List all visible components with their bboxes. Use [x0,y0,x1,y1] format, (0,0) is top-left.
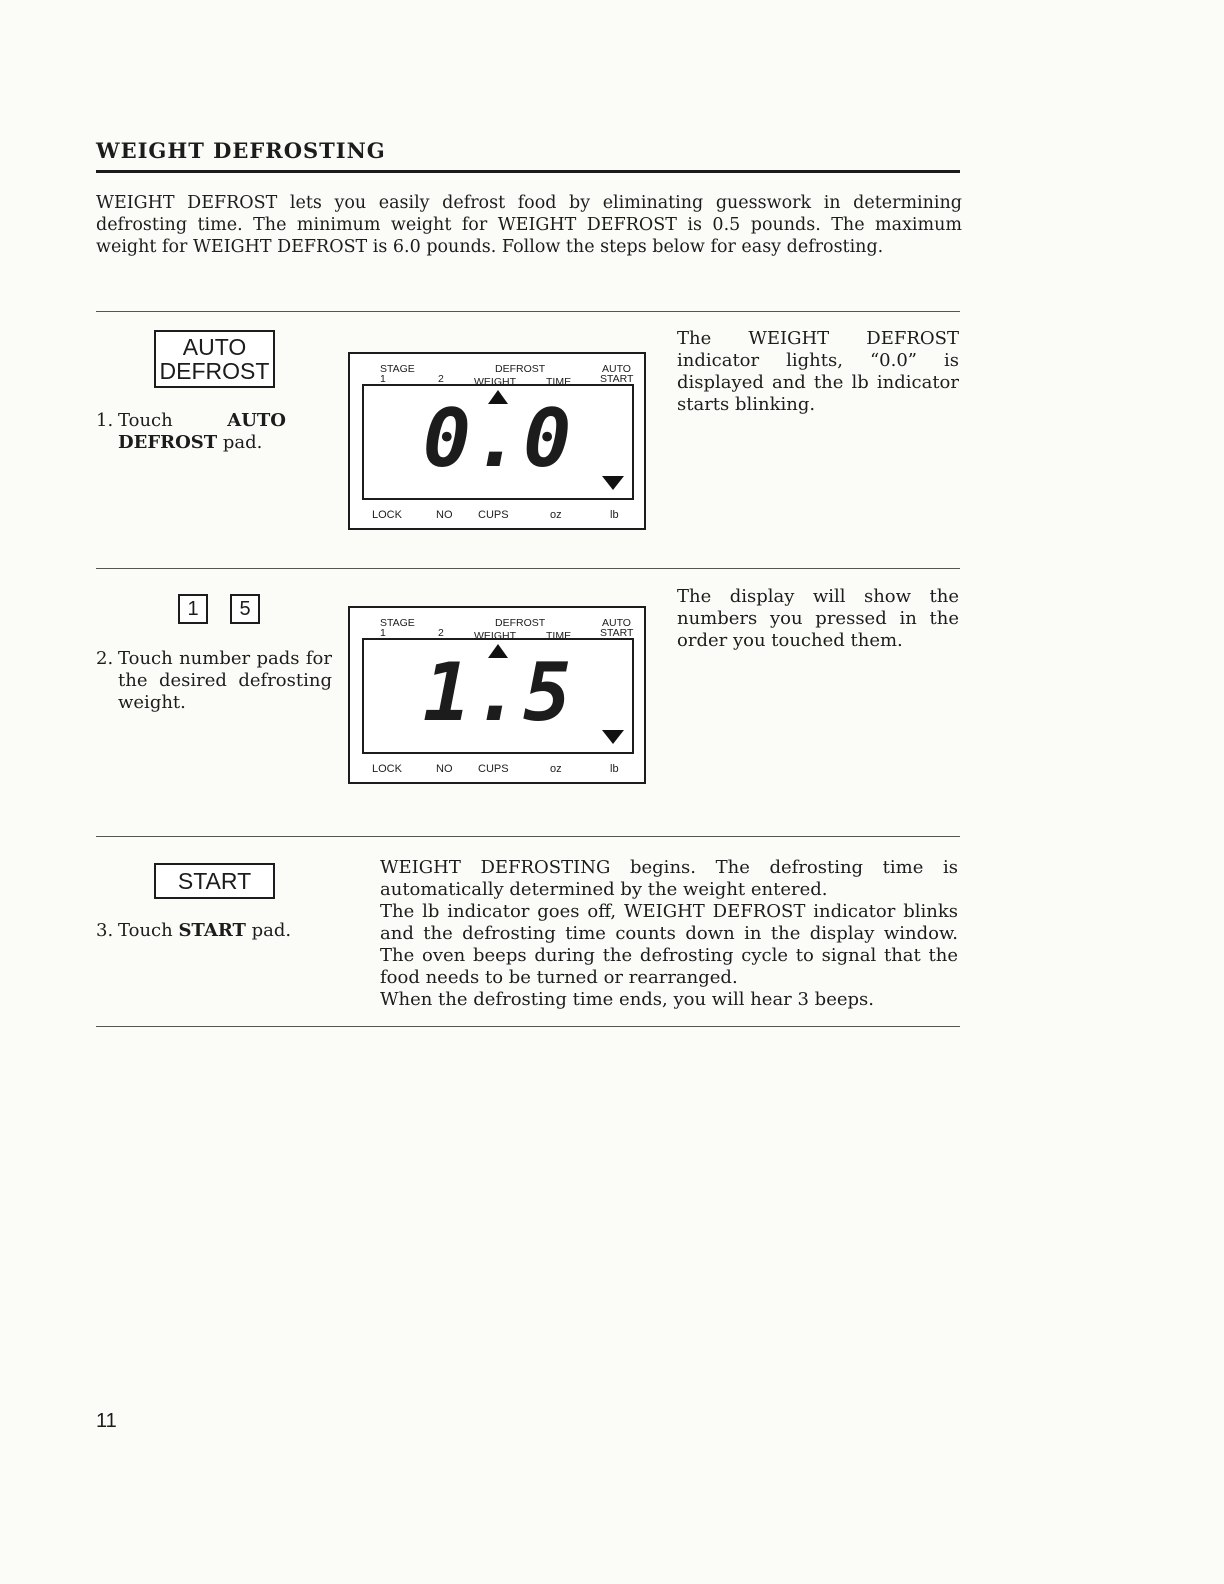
page-number: 11 [96,1410,117,1432]
step-bold-text: AUTO DEFROST [118,410,286,453]
start-pad: START [154,863,275,899]
defrost-label: DEFROST [495,363,546,375]
auto-label: AUTO [602,363,631,375]
description-line: WEIGHT DEFROSTING begins. The defrosting time is automatically determined by the weight entered. [380,857,958,900]
display-window [348,606,646,784]
step-text: Touch [118,920,179,941]
no-label: NO [436,763,453,775]
weight-label: WEIGHT [474,630,516,642]
step-number: 2. [96,648,114,669]
auto-defrost-pad [154,330,275,388]
auto-label: AUTO [602,617,631,629]
stage-label: STAGE [380,363,415,375]
step-number: 3. [96,920,114,941]
start-label: START [600,373,634,385]
defrost-label: DEFROST [495,617,546,629]
pad-label-line1: AUTO [182,334,247,360]
step-text: Touch number pads for the desired defrosting weight. [118,648,332,713]
lock-label: LOCK [372,763,402,775]
time-label: TIME [546,630,572,642]
page-title: WEIGHT DEFROSTING [96,138,386,163]
divider [96,311,960,312]
lock-label: LOCK [372,509,402,521]
step-2-instruction [96,648,332,714]
weight-label: WEIGHT [474,376,516,388]
step-text: pad. [245,920,292,941]
down-arrow-icon [602,730,624,744]
display-digits: 1.5 [422,646,574,739]
step-number: 1. [96,410,114,431]
title-rule [96,170,960,173]
description-line: The lb indicator goes off, WEIGHT DEFROST indicator blinks and the defrosting time counts down in the display window. The oven beeps during the defrosting cycle to signal that the food needs to be turned or rearranged. [380,901,958,988]
number-pad-1: 1 [178,594,208,624]
no-label: NO [436,509,453,521]
stage-1-label: 1 [380,627,386,639]
step-2-description: The display will show the numbers you pressed in the order you touched them. [677,586,959,651]
down-arrow-icon [602,476,624,490]
step-3-instruction [96,920,316,942]
cups-label: CUPS [478,509,509,521]
display-digits: 0.0 [422,392,574,485]
time-label: TIME [546,376,572,388]
step-1-description: The WEIGHT DEFROST indicator lights, “0.0” is displayed and the lb indicator starts blinking. [677,328,959,415]
step-text: Touch [118,410,228,431]
divider [96,568,960,569]
display-window [348,352,646,530]
digit-area [362,638,634,754]
start-label: START [600,627,634,639]
step-3-description [380,857,958,1011]
oz-label: oz [550,509,562,521]
oz-label: oz [550,763,562,775]
stage-2-label: 2 [438,627,444,639]
step-1-instruction [96,410,286,454]
divider [96,836,960,837]
pad-label-line2: DEFROST [159,358,270,384]
lb-label: lb [610,763,619,775]
number-pad-5: 5 [230,594,260,624]
step-bold-text: START [178,920,246,941]
stage-2-label: 2 [438,373,444,385]
intro-paragraph: WEIGHT DEFROST lets you easily defrost food by eliminating guesswork in determining defrosting time. The minimum weight for WEIGHT DEFROST is 0.5 pounds. The maximum weight for WEIGHT DEFROST is 6.0 pounds. Follow the steps below for easy defrosting. [96,193,962,257]
step-text: pad. [217,432,263,453]
stage-1-label: 1 [380,373,386,385]
description-line: When the defrosting time ends, you will hear 3 beeps. [380,989,874,1010]
divider [96,1026,960,1027]
lb-label: lb [610,509,619,521]
digit-area [362,384,634,500]
cups-label: CUPS [478,763,509,775]
stage-label: STAGE [380,617,415,629]
